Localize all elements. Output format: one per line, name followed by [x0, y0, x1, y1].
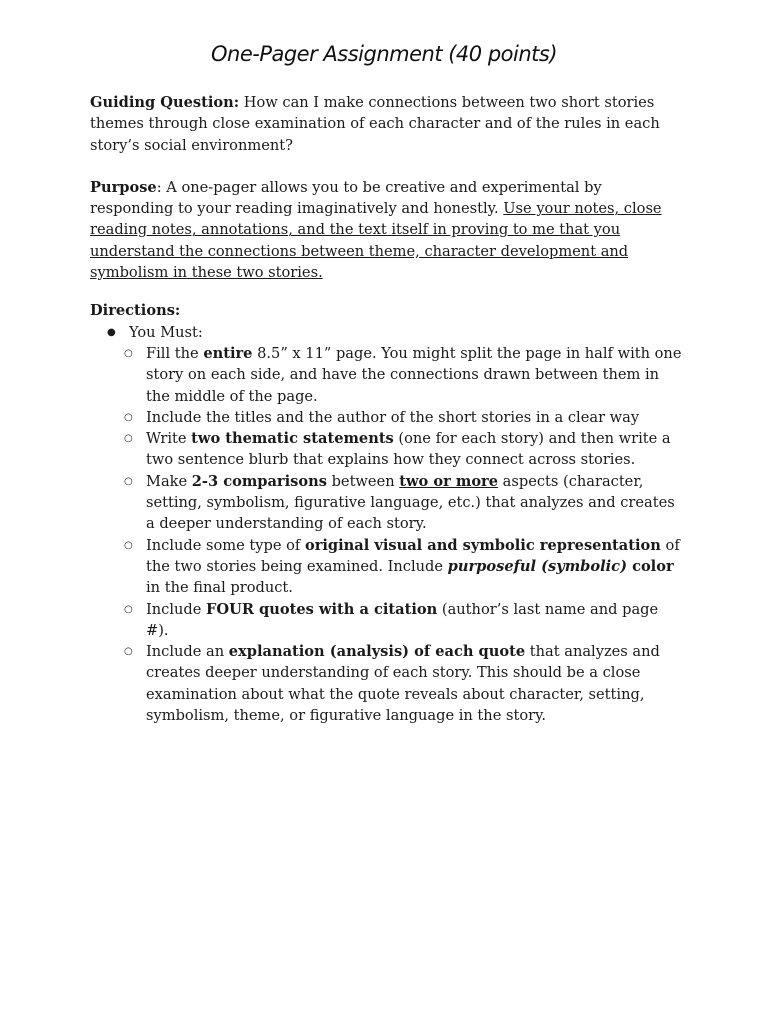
page-title: One-Pager Assignment (40 points) [210, 42, 558, 66]
purpose-underlined-text: Use your notes, close reading notes, annotations, and the text itself in proving to me that you understand the connections between theme, character development and symbolism in these two stories. [90, 200, 662, 282]
guiding-question-paragraph [90, 92, 682, 156]
requirement-fill-page: ○ Fill the entire 8.5” x 11” page. You might split the page in half with one story on each side, and have the connections drawn between them in the middle of the page. [90, 343, 682, 407]
you-must-label: You Must: [129, 323, 203, 341]
purpose-label: Purpose [90, 178, 157, 196]
requirement-thematic-statements: ○ Write two thematic statements (one for each story) and then write a two sentence blurb that explains how they connect across stories. [90, 428, 682, 471]
directions-heading: Directions: [90, 302, 181, 320]
purpose-text: : A one-pager allows you to be creative and experimental by responding to your reading imaginatively and honestly. [90, 178, 602, 218]
requirement-titles-author: ○ Include the titles and the author of the short stories in a clear way [90, 407, 682, 428]
purpose-paragraph [90, 177, 682, 283]
document-body [90, 92, 682, 726]
guiding-question-text: How can I make connections between two short stories themes through close examination of each character and of the rules in each story’s social environment? [90, 94, 660, 154]
requirement-quote-analysis: ○ Include an explanation (analysis) of each quote that analyzes and creates deeper understanding of each story. This should be a close examination about what the quote reveals about character, setting, symbolism, theme, or figurative language in the story. [90, 641, 682, 726]
directions-list [90, 322, 682, 727]
requirement-quotes: ○ Include FOUR quotes with a citation (author’s last name and page #). [90, 599, 682, 642]
requirement-visual-representation: ○ Include some type of original visual and symbolic representation of the two stories being examined. Include purposeful (symbolic) color in the final product. [90, 535, 682, 599]
requirement-comparisons: ○ Make 2-3 comparisons between two or more aspects (character, setting, symbolism, figurative language, etc.) that analyzes and creates a deeper understanding of each story. [90, 471, 682, 535]
guiding-question-label: Guiding Question: [90, 94, 240, 111]
list-item [90, 322, 682, 727]
requirements-list [90, 343, 682, 726]
